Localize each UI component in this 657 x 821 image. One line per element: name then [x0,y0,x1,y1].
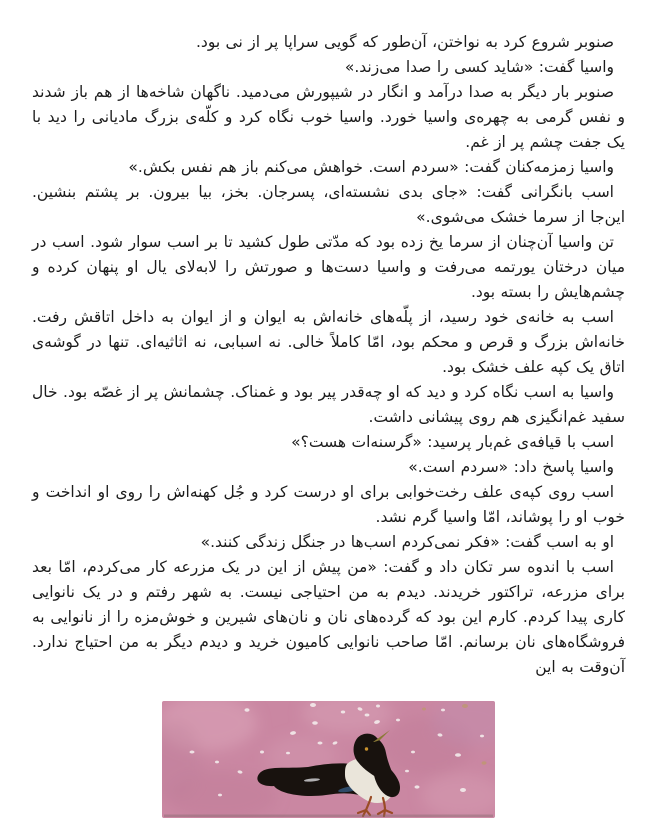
story-paragraph: واسیا گفت: «شاید کسی را صدا می‌زند.» [344,58,614,76]
story-paragraph: او به اسب گفت: «فکر نمی‌کردم اسب‌ها در جنگل زندگی کنند.» [200,533,614,551]
story-paragraph: اسب بانگرانی گفت: «جای بدی نشسته‌ای، پسرجان. بخز، بیا بیرون. بر پشتم بنشین. این‌جا از سرما خشک می‌شوی.» [32,183,625,226]
story-paragraph: واسیا زمزمه‌کنان گفت: «سردم است. خواهش می‌کنم باز هم نفس بکش.» [128,158,614,176]
story-paragraph: واسیا پاسخ داد: «سردم است.» [408,458,614,476]
story-paragraph: صنوبر بار دیگر به صدا درآمد و انگار در شیپورش می‌دمید. ناگهان شاخه‌ها از هم باز شدند و نفس گرمی به چهره‌ی واسیا خورد. واسیا خوب نگاه کرد و کلّه‌ی بزرگ مادیانی را دید با یک جفت چشم پر از غم. [32,83,625,151]
story-paragraph: اسب با قیافه‌ی غم‌بار پرسید: «گرسنه‌ات هست؟» [291,433,614,451]
story-paragraph: اسب به خانه‌ی خود رسید، از پلّه‌های خانه‌اش به ایوان و از ایوان به داخل اتاقش رفت. خانه‌اش بزرگ و قرص و محکم بود، امّا کاملاً خالی. نه اسبابی، نه اثاثیه‌ای. تنها در گوشه‌ی اتاق یک کپه علف خشک بود. [32,308,625,376]
illustration-bottom-shadow [164,815,493,818]
story-text-column [32,30,625,680]
magpie-illustration [162,701,495,818]
story-paragraph: اسب روی کپه‌ی علف رخت‌خوابی برای او درست کرد و جُل کهنه‌اش را روی او انداخت و خوب او را پوشاند، امّا واسیا گرم نشد. [32,483,625,526]
story-paragraph: واسیا به اسب نگاه کرد و دید که او چه‌قدر پیر بود و غمناک. چشمانش پر از غصّه بود. خال سفید غم‌انگیزی هم روی پیشانی داشت. [32,383,625,426]
story-paragraph: تن واسیا آن‌چنان از سرما یخ زده بود که مدّتی طول کشید تا بر اسب سوار شود. اسب در میان درختان یورتمه می‌رفت و واسیا دست‌ها و صورتش را لابه‌لای یال او پنهان کرده و چشم‌هایش را بسته بود. [32,233,625,301]
bird-eye [365,747,368,750]
story-paragraph: اسب با اندوه سر تکان داد و گفت: «من پیش از این در یک مزرعه کار می‌کردم، امّا بعد برای مزرعه، تراکتور خریدند. دیدم به من احتیاجی نیست. به شهر رفتم و در یک نانوایی کاری پیدا کردم. کارم این بود که گرده‌های نان و نان‌های شیرین و خوش‌مزه را از نانوایی به فروشگاه‌های نان برسانم. امّا صاحب نانوایی کامیون خرید و دیدم دیگر به من احتیاج ندارد. آن‌وقت به این [32,558,625,676]
magpie-illustration-image [162,701,495,818]
story-paragraph: صنوبر شروع کرد به نواختن، آن‌طور که گویی سراپا پر از نی بود. [195,33,614,51]
